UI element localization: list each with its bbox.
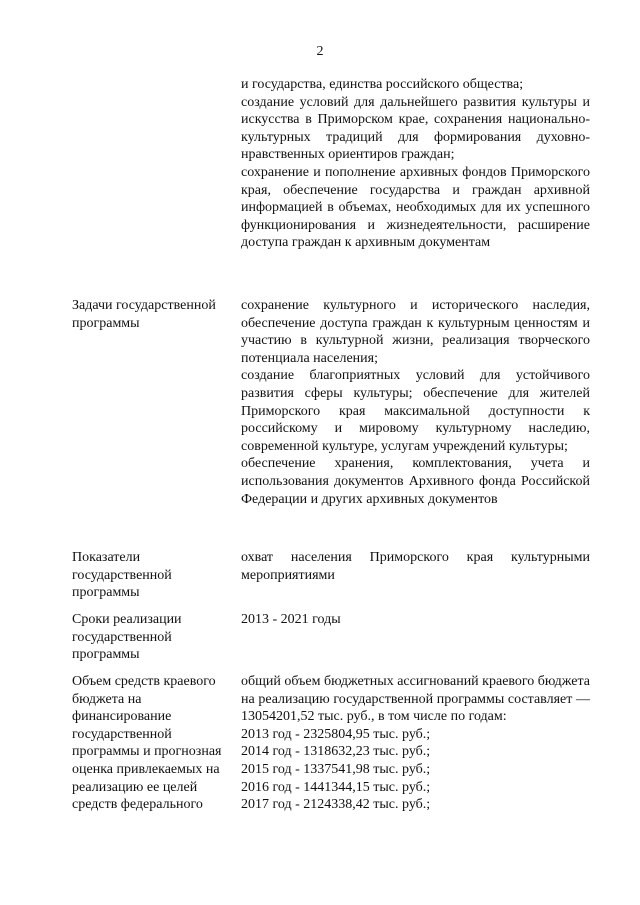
paragraph: 2015 год - 1337541,98 тыс. руб.; [241,761,431,777]
paragraph: обеспечение хранения, комплектования, учета и использования документов Архивного фонда Российской Федерации и других архивных документов [241,456,590,507]
funding-label [72,673,232,814]
paragraph: охват населения Приморского края культурными мероприятиями [241,550,590,583]
indicators-content [241,549,590,584]
paragraph: сохранение и пополнение архивных фондов Приморского края, обеспечение государства и граждан архивной информацией в объемах, необходимых для их успешного функционирования и жизнедеятельности, расширение доступа граждан к архивным документам [241,164,590,251]
row-label: Объем средств краевого бюджета на финансирование государственной программы и прогнозная оценка привлекаемых на реализацию ее целей средств федерального [72,674,222,813]
indicators-label [72,549,232,602]
paragraph: и государства, единства российского общества; [241,77,524,92]
timeline-content [241,611,590,629]
paragraph: общий объем бюджетных ассигнований краевого бюджета на реализацию государственной программы составляет — 13054201,52 тыс. руб., в том числе по годам: [241,674,591,725]
row-label: Сроки реализации государственной программы [72,612,182,663]
paragraph: 2016 год - 1441344,15 тыс. руб.; [241,779,431,795]
row-label: Задачи государственной программы [72,298,216,331]
tasks-label [72,297,232,332]
row-label-text [72,297,232,332]
tasks-content [241,297,590,508]
row-label: Показатели государственной программы [72,550,172,601]
paragraph: 2013 год - 2325804,95 тыс. руб.; [241,726,431,742]
paragraph: создание благоприятных условий для устойчивого развития сферы культуры; обеспечение для жителей Приморского края максимальной доступности к российскому и мировому культурному наследию, современной культуре, услугам учреждений культуры; [241,368,590,454]
paragraph: сохранение культурного и исторического наследия, обеспечение доступа граждан к культурным ценностям и участию в культурной жизни, реализация творческого потенциала населения; [241,298,590,366]
timeline-label [72,611,232,664]
goals-content [241,76,590,252]
paragraph: создание условий для дальнейшего развития культуры и искусства в Приморском крае, сохранения национально-культурных традиций для формирования духовно-нравственных ориентиров граждан; [241,94,590,163]
page-number: 2 [316,44,324,59]
paragraph: 2014 год - 1318632,23 тыс. руб.; [241,744,431,760]
paragraph: 2017 год - 2124338,42 тыс. руб.; [241,797,431,813]
funding-content [241,673,590,814]
paragraph: 2013 - 2021 годы [241,612,341,627]
